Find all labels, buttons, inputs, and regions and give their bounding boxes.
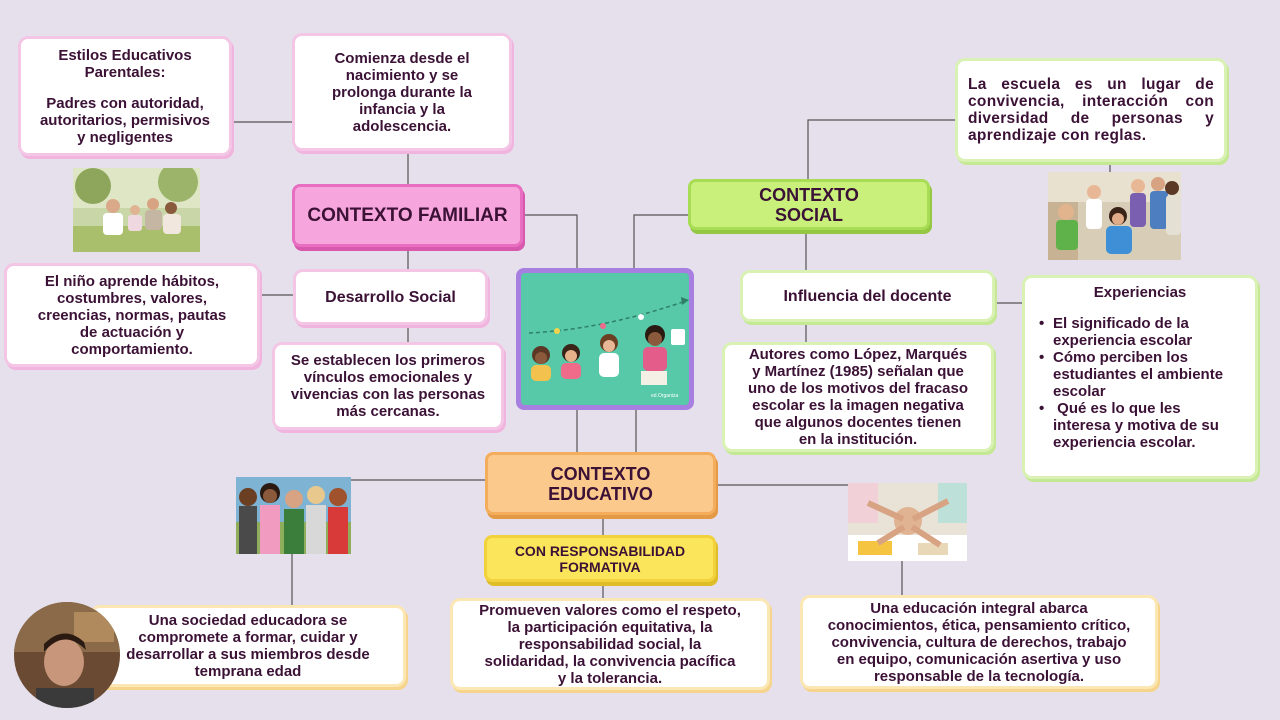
valores-line-4: solidaridad, la convivencia pacífica <box>484 652 736 670</box>
integral-line-5: responsable de la tecnología. <box>873 667 1085 685</box>
valores-line-5: y la tolerancia. <box>557 669 663 687</box>
experiencias-list <box>1033 315 1247 451</box>
valores-line-2: la participación equitativa, la <box>507 618 713 636</box>
nino-line-1: El niño aprende hábitos, <box>44 272 220 290</box>
comienza-line-2: nacimiento y se <box>345 66 459 84</box>
valores-line-1: Promueven valores como el respeto, <box>479 601 741 619</box>
autores-line-4: escolar es la imagen negativa <box>752 397 964 414</box>
estilos-line-5: autoritarios, permisivos <box>39 111 211 129</box>
social-title-line-2: SOCIAL <box>774 204 843 225</box>
contexto-social-title <box>688 179 930 230</box>
vinculos-box <box>272 342 504 430</box>
estilos-line-4: Padres con autoridad, <box>46 94 204 112</box>
educacion-integral-box <box>800 595 1158 689</box>
escuela-line-2: convivencia, interacción con <box>968 93 1214 110</box>
comienza-line-1: Comienza desde el <box>334 49 470 67</box>
escuela-box <box>955 58 1227 162</box>
autores-line-1: Autores como López, Marqués <box>748 346 968 363</box>
exp-2-line-1: • Cómo perciben los <box>1053 349 1189 366</box>
nino-line-4: de actuación y <box>79 323 185 341</box>
experiencia-item <box>1033 349 1247 400</box>
exp-3-line-3: experiencia escolar. <box>1053 434 1196 451</box>
experiencia-item <box>1033 315 1247 349</box>
exp-1-line-2: experiencia escolar <box>1053 332 1193 349</box>
vinculos-line-4: más cercanas. <box>336 403 440 420</box>
integral-line-4: en equipo, comunicación asertiva y uso <box>836 650 1122 668</box>
comienza-line-4: infancia y la <box>359 100 445 118</box>
experiencias-title: Experiencias <box>1093 284 1187 301</box>
autores-line-5: que algunos docentes tienen <box>754 414 962 431</box>
presenter-webcam <box>14 602 120 708</box>
exp-2-line-3: escolar <box>1053 383 1106 400</box>
children-group-photo <box>236 477 351 554</box>
estilos-parentales-box <box>18 36 232 156</box>
estilos-line-1: Estilos Educativos <box>58 46 192 64</box>
sociedad-line-3: desarrollar a sus miembros desde <box>126 646 370 663</box>
center-caption: ed.Organiza <box>651 393 679 399</box>
nino-line-5: comportamiento. <box>71 340 193 358</box>
sociedad-line-1: Una sociedad educadora se <box>148 612 348 629</box>
exp-3-line-1: • Qué es lo que les <box>1053 400 1181 417</box>
responsabilidad-line-2: FORMATIVA <box>559 558 641 575</box>
vinculos-line-1: Se establecen los primeros <box>290 352 486 369</box>
comienza-box <box>292 33 512 151</box>
valores-line-3: responsabilidad social, la <box>518 635 702 653</box>
comienza-line-3: prolonga durante la <box>331 83 472 101</box>
escuela-line-1: La escuela es un lugar de <box>968 76 1214 93</box>
classroom-photo <box>1048 172 1181 260</box>
nino-line-3: creencias, normas, pautas <box>37 306 227 324</box>
kids-growth-illustration <box>516 268 694 410</box>
autores-box <box>722 342 994 452</box>
experiencia-item <box>1033 400 1247 451</box>
vinculos-line-2: vínculos emocionales y <box>303 369 473 386</box>
integral-line-2: conocimientos, ética, pensamiento crítico, <box>827 616 1131 634</box>
estilos-line-6: y negligentes <box>77 128 173 146</box>
autores-line-2: y Martínez (1985) señalan que <box>752 363 964 380</box>
nino-aprende-box <box>4 263 260 367</box>
educativo-title-line-1: CONTEXTO <box>550 463 651 484</box>
exp-3-line-2: interesa y motiva de su <box>1053 417 1219 434</box>
vinculos-line-3: vivencias con las personas <box>290 386 486 403</box>
estilos-line-2: Parentales: <box>84 63 166 81</box>
autores-line-3: uno de los motivos del fracaso <box>747 380 969 397</box>
integral-line-1: Una educación integral abarca <box>870 599 1088 617</box>
responsabilidad-formativa-title <box>484 535 716 582</box>
sociedad-educadora-box <box>90 605 406 687</box>
valores-box <box>450 598 770 690</box>
responsabilidad-line-1: CON RESPONSABILIDAD <box>514 542 686 559</box>
influencia-docente-box: Influencia del docente <box>740 270 995 322</box>
escuela-line-4: aprendizaje con reglas. <box>968 127 1147 144</box>
comienza-line-5: adolescencia. <box>352 117 452 135</box>
social-title-line-1: CONTEXTO <box>759 184 859 205</box>
contexto-educativo-title <box>485 452 716 515</box>
contexto-familiar-title: CONTEXTO FAMILIAR <box>292 184 523 247</box>
desarrollo-social-box: Desarrollo Social <box>293 269 488 325</box>
experiencias-box <box>1022 275 1258 479</box>
escuela-line-3: diversidad de personas y <box>968 110 1214 127</box>
educativo-title-line-2: EDUCATIVO <box>548 483 653 504</box>
autores-line-6: en la institución. <box>798 431 918 448</box>
exp-2-line-2: estudiantes el ambiente <box>1053 366 1224 383</box>
sociedad-line-2: compromete a formar, cuidar y <box>138 629 358 646</box>
family-photo <box>73 168 200 252</box>
integral-line-3: convivencia, cultura de derechos, trabajo <box>831 633 1127 651</box>
exp-1-line-1: • El significado de la <box>1053 315 1189 332</box>
sociedad-line-4: temprana edad <box>194 663 302 680</box>
nino-line-2: costumbres, valores, <box>56 289 208 307</box>
hands-together-photo <box>848 483 967 561</box>
